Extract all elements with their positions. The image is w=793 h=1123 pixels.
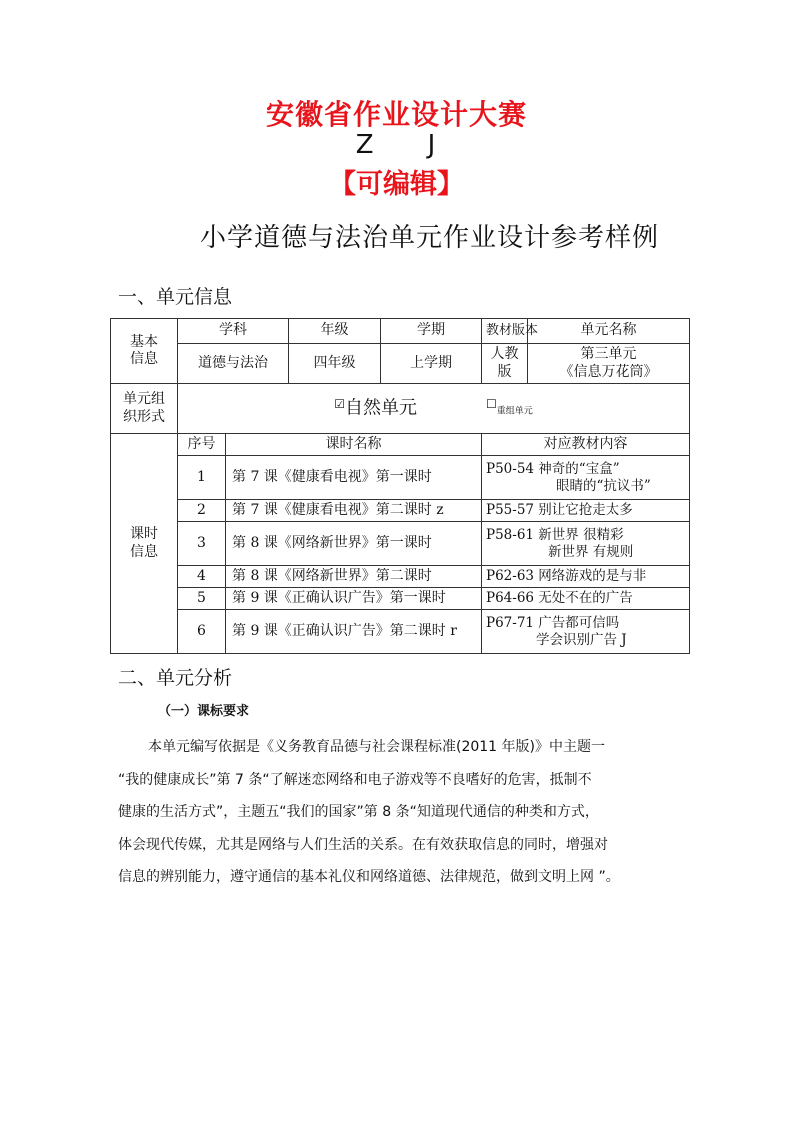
lesson-content: P62-63 网络游戏的是与非 [482, 566, 690, 588]
lesson-name: 第 7 课《健康看电视》第二课时 z [226, 500, 482, 522]
lesson-content [482, 610, 690, 654]
lesson-name: 第 7 课《健康看电视》第一课时 [226, 456, 482, 500]
header-lesson-name: 课时名称 [226, 434, 482, 456]
contest-letters [0, 130, 793, 160]
table-row [111, 456, 690, 500]
paragraph-line: 本单元编写依据是《义务教育品德与社会课程标准(2011 年版)》中主题一 [148, 739, 606, 755]
curriculum-paragraph [118, 731, 678, 894]
document-title: 小学道德与法治单元作业设计参考样例 [200, 223, 660, 253]
value-semester: 上学期 [381, 344, 482, 384]
lesson-no: 5 [178, 588, 226, 610]
subsection-heading-curriculum: （一）课标要求 [158, 704, 250, 719]
checked-box-icon: ☑ [334, 396, 346, 411]
lesson-name: 第 9 课《正确认识广告》第一课时 [226, 588, 482, 610]
table-row [111, 522, 690, 566]
header-lesson-content: 对应教材内容 [482, 434, 690, 456]
regroup-unit-option: 重组单元 [496, 406, 533, 417]
lesson-no: 3 [178, 522, 226, 566]
value-textbook: 人教版 [482, 344, 528, 384]
editable-tag: 【可编辑】 [329, 169, 464, 200]
paragraph-line: 信息的辨别能力，遵守通信的基本礼仪和网络道德、法律规范，做到文明上网 ”。 [118, 869, 620, 885]
basic-info-label: 基本 信息 [111, 319, 178, 384]
lesson-content-line: 眼睛的“抗议书” [556, 477, 651, 494]
lesson-content-line: P58-61 新世界 很精彩 [486, 526, 624, 543]
section-heading-unit-info: 一、单元信息 [118, 286, 233, 308]
lesson-content-line: 新世界 有规则 [548, 543, 634, 560]
org-form-options [178, 384, 690, 434]
natural-unit-option: 自然单元 [345, 397, 418, 419]
header-lesson-no: 序号 [178, 434, 226, 456]
lesson-no: 4 [178, 566, 226, 588]
value-unit-name: 第三单元 《信息万花筒》 [528, 344, 690, 384]
header-subject: 学科 [178, 319, 289, 344]
lesson-content: P55-57 别让它抢走太多 [482, 500, 690, 522]
unit-info-table [110, 318, 690, 654]
value-grade: 四年级 [289, 344, 381, 384]
lesson-content-line: 学会识别广告 J [536, 631, 627, 648]
paragraph-line: “我的健康成长”第 7 条“了解迷恋网络和电子游戏等不良嗜好的危害，抵制不 [118, 771, 592, 788]
paragraph-line: 健康的生活方式”，主题五“我们的国家”第 8 条“知道现代通信的种类和方式， [118, 804, 599, 820]
lesson-content: P64-66 无处不在的广告 [482, 588, 690, 610]
contest-title: 安徽省作业设计大赛 [265, 98, 527, 131]
lesson-content [482, 522, 690, 566]
lesson-content-line: P67-71 广告都可信吗 [486, 614, 620, 631]
lesson-name: 第 8 课《网络新世界》第一课时 [226, 522, 482, 566]
org-form-label: 单元组 织形式 [111, 384, 178, 434]
lesson-no: 2 [178, 500, 226, 522]
lesson-no: 6 [178, 610, 226, 654]
letter-z: Z [355, 130, 376, 160]
header-grade: 年级 [289, 319, 381, 344]
table-row [111, 610, 690, 654]
lesson-content-line: P50-54 神奇的“宝盒” [486, 460, 620, 477]
lesson-name: 第 9 课《正确认识广告》第二课时 r [226, 610, 482, 654]
table-row [111, 500, 690, 522]
header-textbook: 教材版本 [482, 319, 528, 344]
table-row [111, 588, 690, 610]
lesson-info-label: 课时 信息 [111, 434, 178, 654]
lesson-no: 1 [178, 456, 226, 500]
header-unit-name: 单元名称 [528, 319, 690, 344]
value-subject: 道德与法治 [178, 344, 289, 384]
unchecked-box-icon: ☐ [485, 396, 497, 411]
letter-j: J [427, 130, 438, 160]
paragraph-line: 体会现代传媒，尤其是网络与人们生活的关系。在有效获取信息的同时，增强对 [118, 836, 608, 853]
lesson-name: 第 8 课《网络新世界》第二课时 [226, 566, 482, 588]
header-semester: 学期 [381, 319, 482, 344]
lesson-content [482, 456, 690, 500]
table-row [111, 566, 690, 588]
section-heading-unit-analysis: 二、单元分析 [118, 667, 233, 689]
